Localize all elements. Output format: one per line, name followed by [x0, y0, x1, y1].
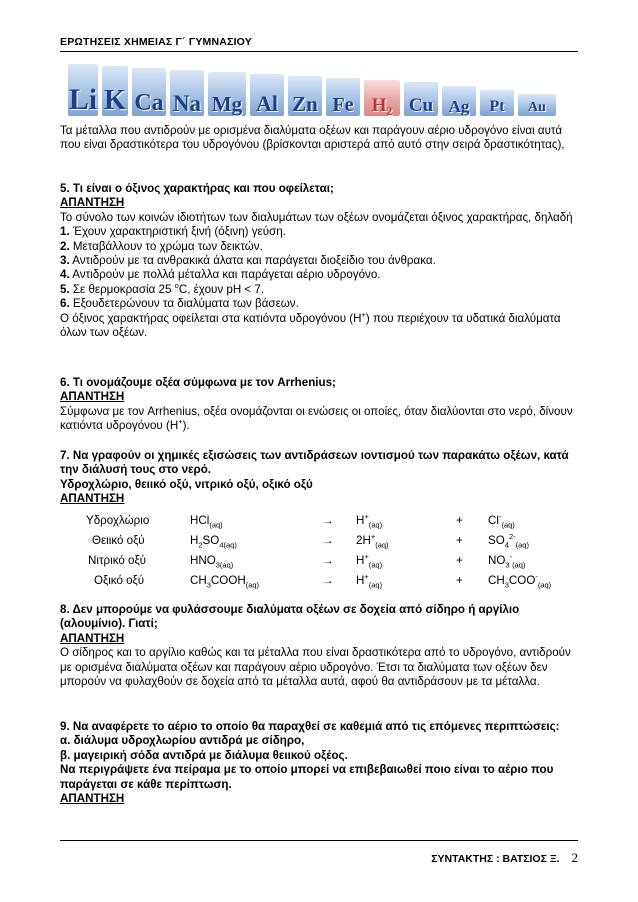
- header-rule: [60, 51, 578, 52]
- question-8-block: [60, 603, 580, 689]
- question-7-title: 7. Να γραφούν οι χημικές εξισώσεις των αντιδράσεων ιοντισμού των παρακάτω οξέων, κατά την διάλυσή τους στο νερό.: [60, 449, 569, 477]
- element-tile-au: Au: [518, 94, 556, 116]
- ionization-equations: Υδροχλώριο HCl$_{(aq)}$ → $H^+_{(aq)}$ + $Cl^-_{(aq)}$ Θειικό οξύ $H_2SO_{4(aq)}$ → $2H^+_{(aq)}$ + $SO_4^{2-}_{(aq)}$ Νιτρικό οξύ $HNO_{3(aq)}$ → $H^+_{(aq)}$ + $NO_3^-_{(aq)}$ Οξικό οξύ $CH_3COOH_{(aq)}$ → $H^+_{(aq)}$ + $CH_3COO^-_{(aq)}$: [86, 512, 552, 590]
- answer-label: ΑΠΑΝΤΗΣΗ: [60, 492, 125, 506]
- q5-item-6: 6. Εξουδετερώνουν τα διαλύματα των βάσεων.: [60, 297, 299, 311]
- q5-item-1: 1. Έχουν χαρακτηριστική ξινή (όξινη) γεύση.: [60, 225, 286, 239]
- element-tile-k: K: [102, 66, 128, 116]
- question-5-block: [60, 182, 580, 340]
- q5-item-3: 3. Αντιδρούν με τα ανθρακικά άλατα και παράγεται διοξείδιο του άνθρακα.: [60, 254, 436, 268]
- element-tile-na: Na: [170, 70, 204, 116]
- element-tile-ca: Ca: [132, 68, 166, 116]
- question-9-part-a: α. διάλυμα υδροχλωρίου αντιδρά με σίδηρο,: [60, 734, 305, 748]
- intro-text: Τα μέταλλα που αντιδρούν με ορισμένα διαλύματα οξέων και παράγουν αέριο υδρογόνο είναι αυτά που είναι δραστικότερα του υδρογόνου (βρίσκονται αριστερά από αυτό στην σειρά δραστικότητας),: [60, 124, 565, 152]
- question-6-title: 6. Τι ονομάζουμε οξέα σύμφωνα με τον Arrhenius;: [60, 376, 336, 389]
- question-7-subject: Υδροχλώριο, θειικό οξύ, νιτρικό οξύ, οξικό οξύ: [60, 477, 313, 491]
- question-7-block: [60, 449, 580, 507]
- q5-item-4: 4. Αντιδρούν με πολλά μέταλλα και παράγεται αέριο υδρογόνο.: [60, 268, 381, 282]
- q8-answer: Ο σίδηρος και το αργίλιο καθώς και τα μέταλλα που είναι δραστικότερα από το υδρογόνο, αντιδρούν με ορισμένα διαλύματα οξέων και παράγουν αέριο υδρογόνο. Έτσι τα διαλύματα των οξέων δεν μπορούν να φυλαχθούν σε δοχεία από τα μέταλλα αυτά, αφού θα αντιδράσουν με τα μέταλλα.: [60, 646, 571, 689]
- answer-label: ΑΠΑΝΤΗΣΗ: [60, 631, 125, 645]
- activity-series-banner: [68, 62, 576, 116]
- element-tile-ag: Ag: [442, 86, 476, 116]
- question-9-part-c: Να περιγράψετε ένα πείραμα με το οποίο μπορεί να επιβεβαιωθεί ποιο είναι το αέριο που παράγεται σε κάθε περίπτωση.: [60, 763, 554, 791]
- question-9-part-b: β. μαγειρική σόδα αντιδρά με διάλυμα θειικού οξέος.: [60, 748, 348, 762]
- element-tile-pt: Pt: [480, 90, 514, 116]
- q5-item-2: 2. Μεταβάλλουν το χρώμα των δεικτών.: [60, 239, 263, 253]
- page-footer: [431, 850, 578, 866]
- question-9-block: [60, 720, 580, 806]
- question-8-title: 8. Δεν μπορούμε να φυλάσσουμε διαλύματα οξέων σε δοχεία από σίδηρο ή αργίλιο (αλουμίνιο). Γιατί;: [60, 603, 520, 631]
- element-tile-li: Li: [68, 64, 98, 116]
- intro-paragraph: [60, 124, 580, 153]
- q6-answer: Σύμφωνα με τον Arrhenius, οξέα ονομάζονται οι ενώσεις οι οποίες, όταν διαλύονται στο νερό, δίνουν κατιόντα υδρογόνου (H+).: [60, 404, 573, 433]
- q5-item-5: 5. Σε θερμοκρασία 25 $^o$C, έχουν pH < 7.: [60, 280, 265, 296]
- question-6-block: [60, 376, 580, 434]
- page-number: 2: [571, 850, 578, 865]
- q5-outro: Ο όξινος χαρακτήρας οφείλεται στα κατιόντα υδρογόνου (H+) που περιέχουν τα υδατικά διαλύματα όλων των οξέων.: [60, 309, 561, 340]
- answer-label: ΑΠΑΝΤΗΣΗ: [60, 792, 125, 806]
- element-tile-fe: Fe: [326, 78, 360, 116]
- question-9-title: 9. Να αναφέρετε το αέριο το οποίο θα παραχθεί σε καθεμιά από τις επόμενες περιπτώσεις:: [60, 720, 560, 733]
- footer-rule: [60, 840, 578, 841]
- element-tile-cu: Cu: [404, 82, 438, 116]
- answer-label: ΑΠΑΝΤΗΣΗ: [60, 196, 125, 210]
- element-tile-h2: H₂: [364, 80, 400, 116]
- element-tile-zn: Zn: [288, 76, 322, 116]
- element-tile-al: Al: [250, 74, 284, 116]
- page-header: ΕΡΩΤΗΣΕΙΣ ΧΗΜΕΙΑΣ Γ΄ ΓΥΜΝΑΣΙΟΥ: [60, 36, 252, 48]
- author-label: ΣΥΝΤΑΚΤΗΣ : ΒΑΤΣΙΟΣ Ξ.: [431, 853, 560, 865]
- q5-intro: Το σύνολο των κοινών ιδιοτήτων των διαλυμάτων των οξέων ονομάζεται όξινος χαρακτήρας, δηλαδή: [60, 210, 573, 224]
- question-5-title: 5. Τι είναι ο όξινος χαρακτήρας και που οφείλεται;: [60, 182, 334, 195]
- answer-label: ΑΠΑΝΤΗΣΗ: [60, 390, 125, 404]
- element-tile-mg: Mg: [208, 72, 246, 116]
